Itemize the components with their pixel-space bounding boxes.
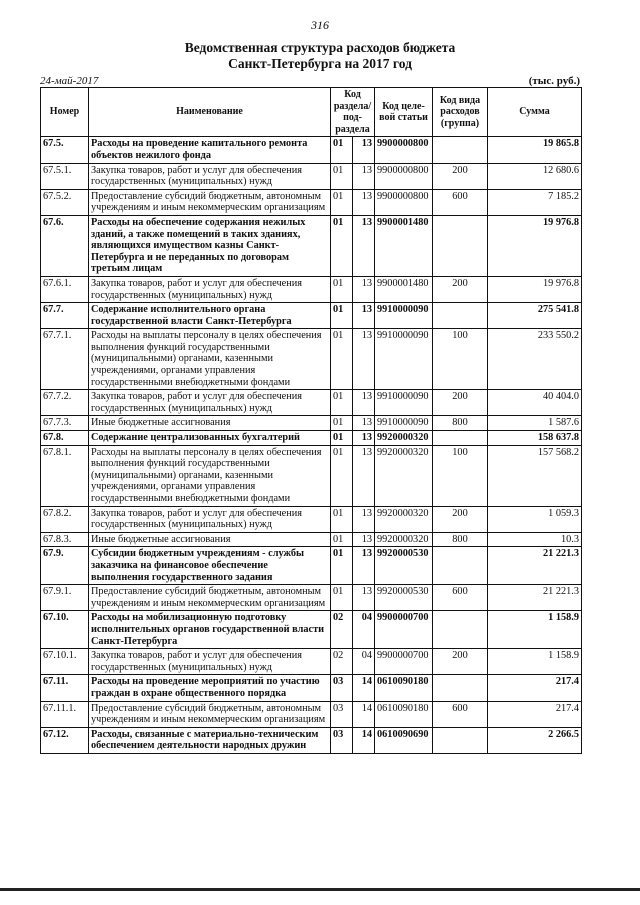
row-amount: 19 976.8: [488, 276, 582, 302]
row-number: 67.6.1.: [41, 276, 89, 302]
row-kind-code: 100: [433, 329, 488, 390]
row-article-code: 9920000320: [375, 532, 433, 547]
row-name: Расходы на проведение капитального ремонта объектов нежилого фонда: [89, 137, 331, 163]
table-row: [41, 416, 582, 431]
row-number: 67.7.: [41, 303, 89, 329]
header-section: Код раздела/ под-раздела: [331, 88, 375, 137]
row-name: Содержание исполнительного органа государственной власти Санкт-Петербурга: [89, 303, 331, 329]
row-article-code: 0610090690: [375, 727, 433, 753]
row-subsection-code: 04: [353, 649, 375, 675]
row-amount: 1 587.6: [488, 416, 582, 431]
row-amount: 19 976.8: [488, 215, 582, 276]
row-amount: 158 637.8: [488, 431, 582, 446]
row-name: Предоставление субсидий бюджетным, автономным учреждениям и иным некоммерческим организациям: [89, 585, 331, 611]
row-number: 67.12.: [41, 727, 89, 753]
table-row: [41, 532, 582, 547]
units-label: (тыс. руб.): [528, 75, 580, 87]
row-section-code: 01: [331, 163, 353, 189]
row-kind-code: 200: [433, 276, 488, 302]
row-name: Субсидии бюджетным учреждениям - службы заказчика на финансовое обеспечение выполнения государственного задания: [89, 547, 331, 585]
header-amount: Сумма: [488, 88, 582, 137]
row-kind-code: 200: [433, 506, 488, 532]
row-number: 67.5.1.: [41, 163, 89, 189]
document-date: 24-май-2017: [40, 75, 99, 87]
row-kind-code: [433, 675, 488, 701]
row-name: Расходы, связанные с материально-техническим обеспечением деятельности народных дружин: [89, 727, 331, 753]
row-number: 67.5.: [41, 137, 89, 163]
row-article-code: 9900000700: [375, 611, 433, 649]
row-kind-code: 800: [433, 532, 488, 547]
row-kind-code: 100: [433, 445, 488, 506]
header-article: Код целе-вой статьи: [375, 88, 433, 137]
table-row: [41, 137, 582, 163]
table-header-row: [41, 88, 582, 137]
row-name: Закупка товаров, работ и услуг для обеспечения государственных (муниципальных) нужд: [89, 390, 331, 416]
table-row: [41, 390, 582, 416]
row-amount: 275 541.8: [488, 303, 582, 329]
row-subsection-code: 13: [353, 163, 375, 189]
row-number: 67.7.2.: [41, 390, 89, 416]
row-section-code: 01: [331, 303, 353, 329]
row-section-code: 01: [331, 276, 353, 302]
row-subsection-code: 13: [353, 303, 375, 329]
row-section-code: 01: [331, 506, 353, 532]
row-kind-code: 200: [433, 390, 488, 416]
row-number: 67.5.2.: [41, 189, 89, 215]
row-subsection-code: 13: [353, 390, 375, 416]
row-article-code: 9910000090: [375, 329, 433, 390]
row-article-code: 9900000700: [375, 649, 433, 675]
row-name: Предоставление субсидий бюджетным, автономным учреждениям и иным некоммерческим организациям: [89, 701, 331, 727]
row-name: Иные бюджетные ассигнования: [89, 416, 331, 431]
row-number: 67.8.2.: [41, 506, 89, 532]
row-amount: 10.3: [488, 532, 582, 547]
row-section-code: 01: [331, 329, 353, 390]
row-section-code: 02: [331, 611, 353, 649]
row-subsection-code: 13: [353, 137, 375, 163]
row-article-code: 9920000530: [375, 547, 433, 585]
row-name: Предоставление субсидий бюджетным, автономным учреждениям и иным некоммерческим организациям: [89, 189, 331, 215]
row-section-code: 01: [331, 215, 353, 276]
row-section-code: 03: [331, 701, 353, 727]
row-section-code: 01: [331, 445, 353, 506]
row-number: 67.9.: [41, 547, 89, 585]
table-row: [41, 701, 582, 727]
row-subsection-code: 13: [353, 547, 375, 585]
row-subsection-code: 13: [353, 215, 375, 276]
row-subsection-code: 13: [353, 329, 375, 390]
row-number: 67.6.: [41, 215, 89, 276]
row-kind-code: [433, 547, 488, 585]
row-kind-code: 600: [433, 585, 488, 611]
row-kind-code: [433, 303, 488, 329]
row-subsection-code: 13: [353, 189, 375, 215]
table-row: [41, 506, 582, 532]
table-row: [41, 445, 582, 506]
row-article-code: 9900001480: [375, 215, 433, 276]
row-section-code: 01: [331, 547, 353, 585]
table-row: [41, 585, 582, 611]
row-section-code: 01: [331, 189, 353, 215]
row-subsection-code: 13: [353, 276, 375, 302]
row-number: 67.11.1.: [41, 701, 89, 727]
row-number: 67.7.1.: [41, 329, 89, 390]
row-kind-code: [433, 215, 488, 276]
table-row: [41, 163, 582, 189]
row-amount: 1 158.9: [488, 611, 582, 649]
row-article-code: 9910000090: [375, 303, 433, 329]
row-section-code: 02: [331, 649, 353, 675]
row-name: Расходы на выплаты персоналу в целях обеспечения выполнения функций государственными (муниципальными) органами, казенными учреждениями, органами управления государственными внебюджетными фондами: [89, 329, 331, 390]
row-subsection-code: 13: [353, 445, 375, 506]
row-amount: 21 221.3: [488, 547, 582, 585]
title-line-2: Санкт-Петербурга на 2017 год: [228, 56, 412, 71]
header-name: Наименование: [89, 88, 331, 137]
row-amount: 7 185.2: [488, 189, 582, 215]
row-article-code: 0610090180: [375, 701, 433, 727]
row-article-code: 9910000090: [375, 416, 433, 431]
document-title: [0, 40, 640, 72]
row-kind-code: [433, 137, 488, 163]
row-subsection-code: 13: [353, 585, 375, 611]
row-subsection-code: 14: [353, 675, 375, 701]
row-amount: 1 059.3: [488, 506, 582, 532]
row-amount: 217.4: [488, 701, 582, 727]
table-row: [41, 276, 582, 302]
table-row: [41, 727, 582, 753]
row-section-code: 01: [331, 585, 353, 611]
table-row: [41, 303, 582, 329]
row-section-code: 03: [331, 727, 353, 753]
row-subsection-code: 13: [353, 431, 375, 446]
row-number: 67.8.: [41, 431, 89, 446]
row-kind-code: 600: [433, 189, 488, 215]
table-row: [41, 189, 582, 215]
row-name: Закупка товаров, работ и услуг для обеспечения государственных (муниципальных) нужд: [89, 163, 331, 189]
row-amount: 40 404.0: [488, 390, 582, 416]
row-article-code: 9910000090: [375, 390, 433, 416]
table-body: [41, 137, 582, 754]
row-number: 67.7.3.: [41, 416, 89, 431]
table-row: [41, 675, 582, 701]
row-article-code: 9920000320: [375, 506, 433, 532]
row-section-code: 01: [331, 431, 353, 446]
row-kind-code: 200: [433, 649, 488, 675]
row-number: 67.9.1.: [41, 585, 89, 611]
row-number: 67.11.: [41, 675, 89, 701]
row-amount: 1 158.9: [488, 649, 582, 675]
row-article-code: 9900000800: [375, 163, 433, 189]
row-subsection-code: 04: [353, 611, 375, 649]
row-subsection-code: 13: [353, 532, 375, 547]
table-row: [41, 329, 582, 390]
row-kind-code: [433, 431, 488, 446]
row-amount: 12 680.6: [488, 163, 582, 189]
row-amount: 233 550.2: [488, 329, 582, 390]
table-row: [41, 649, 582, 675]
row-subsection-code: 14: [353, 701, 375, 727]
row-article-code: 9920000320: [375, 431, 433, 446]
row-article-code: 9920000530: [375, 585, 433, 611]
row-name: Содержание централизованных бухгалтерий: [89, 431, 331, 446]
row-subsection-code: 13: [353, 416, 375, 431]
row-name: Расходы на обеспечение содержания нежилых зданий, а также помещений в таких зданиях, являющихся имуществом казны Санкт-Петербурга и не переданных по договорам третьим лицам: [89, 215, 331, 276]
row-kind-code: [433, 611, 488, 649]
row-number: 67.8.3.: [41, 532, 89, 547]
row-number: 67.8.1.: [41, 445, 89, 506]
table-row: [41, 431, 582, 446]
table-row: [41, 215, 582, 276]
row-name: Закупка товаров, работ и услуг для обеспечения государственных (муниципальных) нужд: [89, 506, 331, 532]
row-name: Иные бюджетные ассигнования: [89, 532, 331, 547]
row-name: Закупка товаров, работ и услуг для обеспечения государственных (муниципальных) нужд: [89, 649, 331, 675]
row-subsection-code: 13: [353, 506, 375, 532]
budget-table: [40, 87, 582, 754]
row-article-code: 9900000800: [375, 137, 433, 163]
row-amount: 217.4: [488, 675, 582, 701]
row-section-code: 03: [331, 675, 353, 701]
table-row: [41, 611, 582, 649]
row-kind-code: [433, 727, 488, 753]
row-section-code: 01: [331, 416, 353, 431]
row-amount: 19 865.8: [488, 137, 582, 163]
row-name: Расходы на мобилизационную подготовку исполнительных органов государственной власти Санкт-Петербурга: [89, 611, 331, 649]
table-row: [41, 547, 582, 585]
row-article-code: 9920000320: [375, 445, 433, 506]
bottom-rule: [0, 888, 640, 891]
page-number: 316: [311, 18, 329, 32]
row-subsection-code: 14: [353, 727, 375, 753]
row-article-code: 0610090180: [375, 675, 433, 701]
row-kind-code: 800: [433, 416, 488, 431]
header-num: Номер: [41, 88, 89, 137]
row-number: 67.10.: [41, 611, 89, 649]
row-section-code: 01: [331, 137, 353, 163]
row-kind-code: 200: [433, 163, 488, 189]
row-number: 67.10.1.: [41, 649, 89, 675]
row-article-code: 9900001480: [375, 276, 433, 302]
header-kind: Код вида расходов (группа): [433, 88, 488, 137]
row-name: Расходы на проведение мероприятий по участию граждан в охране общественного порядка: [89, 675, 331, 701]
row-amount: 157 568.2: [488, 445, 582, 506]
row-name: Закупка товаров, работ и услуг для обеспечения государственных (муниципальных) нужд: [89, 276, 331, 302]
row-amount: 21 221.3: [488, 585, 582, 611]
row-name: Расходы на выплаты персоналу в целях обеспечения выполнения функций государственными (муниципальными) органами, казенными учреждениями, органами управления государственными внебюджетными фондами: [89, 445, 331, 506]
row-article-code: 9900000800: [375, 189, 433, 215]
row-section-code: 01: [331, 390, 353, 416]
title-line-1: Ведомственная структура расходов бюджета: [184, 40, 456, 55]
row-kind-code: 600: [433, 701, 488, 727]
row-section-code: 01: [331, 532, 353, 547]
row-amount: 2 266.5: [488, 727, 582, 753]
